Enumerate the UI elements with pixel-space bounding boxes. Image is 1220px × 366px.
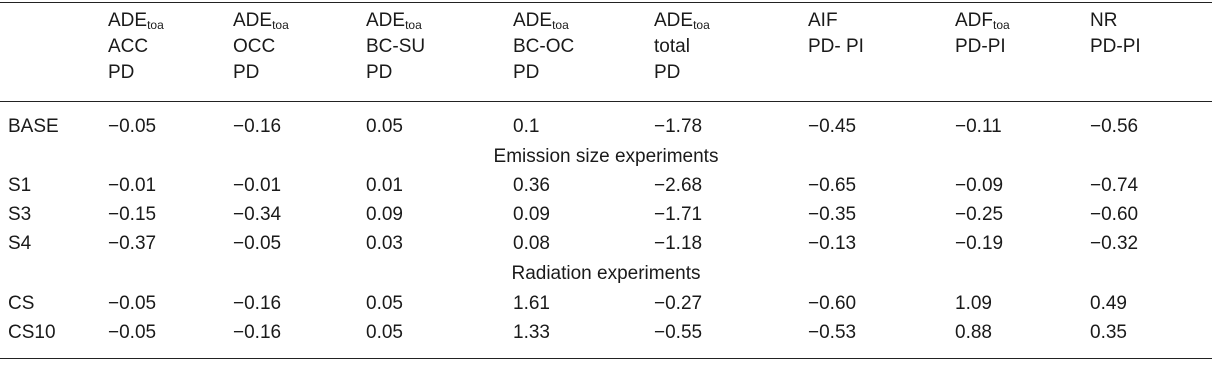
header-ade-bc-oc <box>513 8 574 86</box>
table-cell: −0.27 <box>654 293 703 314</box>
header-subscript: toa <box>693 18 710 32</box>
table-cell: −1.71 <box>654 204 703 225</box>
table-cell: 0.05 <box>366 322 403 343</box>
table-cell: −0.32 <box>1090 233 1139 254</box>
table-cell: −0.11 <box>955 116 1002 137</box>
table-cell: −0.16 <box>233 322 282 343</box>
header-line2: PD-PI <box>955 36 1006 57</box>
table-row-base <box>0 112 1212 141</box>
header-ade-bc-su <box>366 8 425 86</box>
row-label: S3 <box>8 204 32 225</box>
header-label: ADE <box>233 10 273 31</box>
table-row-cs10 <box>0 318 1212 347</box>
header-ade-occ <box>233 8 289 86</box>
table-row-s4 <box>0 229 1212 258</box>
header-label: AIF <box>808 10 838 31</box>
table-row-s1 <box>0 171 1212 200</box>
header-line3: PD <box>233 62 260 83</box>
table-cell: 0.88 <box>955 322 992 343</box>
header-label: ADE <box>108 10 148 31</box>
header-line2: total <box>654 36 690 57</box>
table-cell: −0.37 <box>108 233 157 254</box>
table-top-rule <box>0 2 1212 3</box>
row-label: S4 <box>8 233 32 254</box>
header-ade-acc <box>108 8 164 86</box>
table-cell: 1.33 <box>513 322 550 343</box>
table-cell: 1.61 <box>513 293 550 314</box>
table-cell: −0.05 <box>108 322 157 343</box>
table-header-rule <box>0 101 1212 102</box>
table-cell: −0.09 <box>955 175 1004 196</box>
row-label: CS10 <box>8 322 56 343</box>
table-row-s3 <box>0 200 1212 229</box>
table-cell: −0.05 <box>108 293 157 314</box>
table-cell: −0.60 <box>808 293 857 314</box>
table-cell: 0.1 <box>513 116 540 137</box>
table-cell: 0.08 <box>513 233 550 254</box>
table-cell: −0.60 <box>1090 204 1139 225</box>
table-cell: −0.35 <box>808 204 857 225</box>
header-label: ADF <box>955 10 993 31</box>
table-cell: −0.74 <box>1090 175 1139 196</box>
table-bottom-rule <box>0 358 1212 359</box>
header-line3: PD <box>366 62 393 83</box>
table-cell: −0.16 <box>233 116 282 137</box>
row-label: S1 <box>8 175 32 196</box>
header-label: ADE <box>654 10 694 31</box>
header-line2: BC-OC <box>513 36 575 57</box>
row-label: CS <box>8 293 35 314</box>
table-cell: −0.53 <box>808 322 857 343</box>
section-heading-radiation: Radiation experiments <box>511 263 701 284</box>
header-line2: PD-PI <box>1090 36 1141 57</box>
table-row-cs <box>0 289 1212 318</box>
header-aif <box>808 8 864 60</box>
table-cell: −0.25 <box>955 204 1004 225</box>
header-ade-total <box>654 8 710 86</box>
header-line2: PD- PI <box>808 36 864 57</box>
header-subscript: toa <box>552 18 569 32</box>
table-cell: −0.15 <box>108 204 157 225</box>
table-cell: 0.05 <box>366 293 403 314</box>
table-cell: −0.19 <box>955 233 1004 254</box>
table-cell: 0.09 <box>366 204 403 225</box>
table-cell: −0.45 <box>808 116 857 137</box>
header-line2: OCC <box>233 36 276 57</box>
header-subscript: toa <box>993 18 1010 32</box>
table-cell: 0.05 <box>366 116 403 137</box>
table-cell: −2.68 <box>654 175 703 196</box>
table-cell: −0.05 <box>108 116 157 137</box>
table-cell: −0.56 <box>1090 116 1139 137</box>
table-cell: −0.34 <box>233 204 282 225</box>
header-line3: PD <box>654 62 681 83</box>
table-cell: 0.03 <box>366 233 403 254</box>
table-cell: −1.18 <box>654 233 703 254</box>
header-adf <box>955 8 1010 60</box>
table-cell: −0.05 <box>233 233 282 254</box>
header-label: ADE <box>366 10 406 31</box>
header-subscript: toa <box>405 18 422 32</box>
header-label: NR <box>1090 10 1118 31</box>
table-cell: 1.09 <box>955 293 992 314</box>
table-cell: −0.01 <box>108 175 157 196</box>
table-cell: −0.13 <box>808 233 857 254</box>
section-heading-emission: Emission size experiments <box>493 146 719 167</box>
header-line3: PD <box>108 62 135 83</box>
header-subscript: toa <box>147 18 164 32</box>
table-cell: 0.36 <box>513 175 550 196</box>
header-nr <box>1090 8 1141 60</box>
table-cell: −0.55 <box>654 322 703 343</box>
table-cell: 0.09 <box>513 204 550 225</box>
table-cell: −0.16 <box>233 293 282 314</box>
table-cell: −1.78 <box>654 116 703 137</box>
header-line2: ACC <box>108 36 149 57</box>
header-line2: BC-SU <box>366 36 426 57</box>
header-label: ADE <box>513 10 553 31</box>
table-cell: −0.65 <box>808 175 857 196</box>
row-label: BASE <box>8 116 59 137</box>
table-cell: −0.01 <box>233 175 282 196</box>
header-line3: PD <box>513 62 540 83</box>
header-subscript: toa <box>272 18 289 32</box>
table-cell: 0.49 <box>1090 293 1127 314</box>
table-cell: 0.01 <box>366 175 403 196</box>
table-cell: 0.35 <box>1090 322 1127 343</box>
